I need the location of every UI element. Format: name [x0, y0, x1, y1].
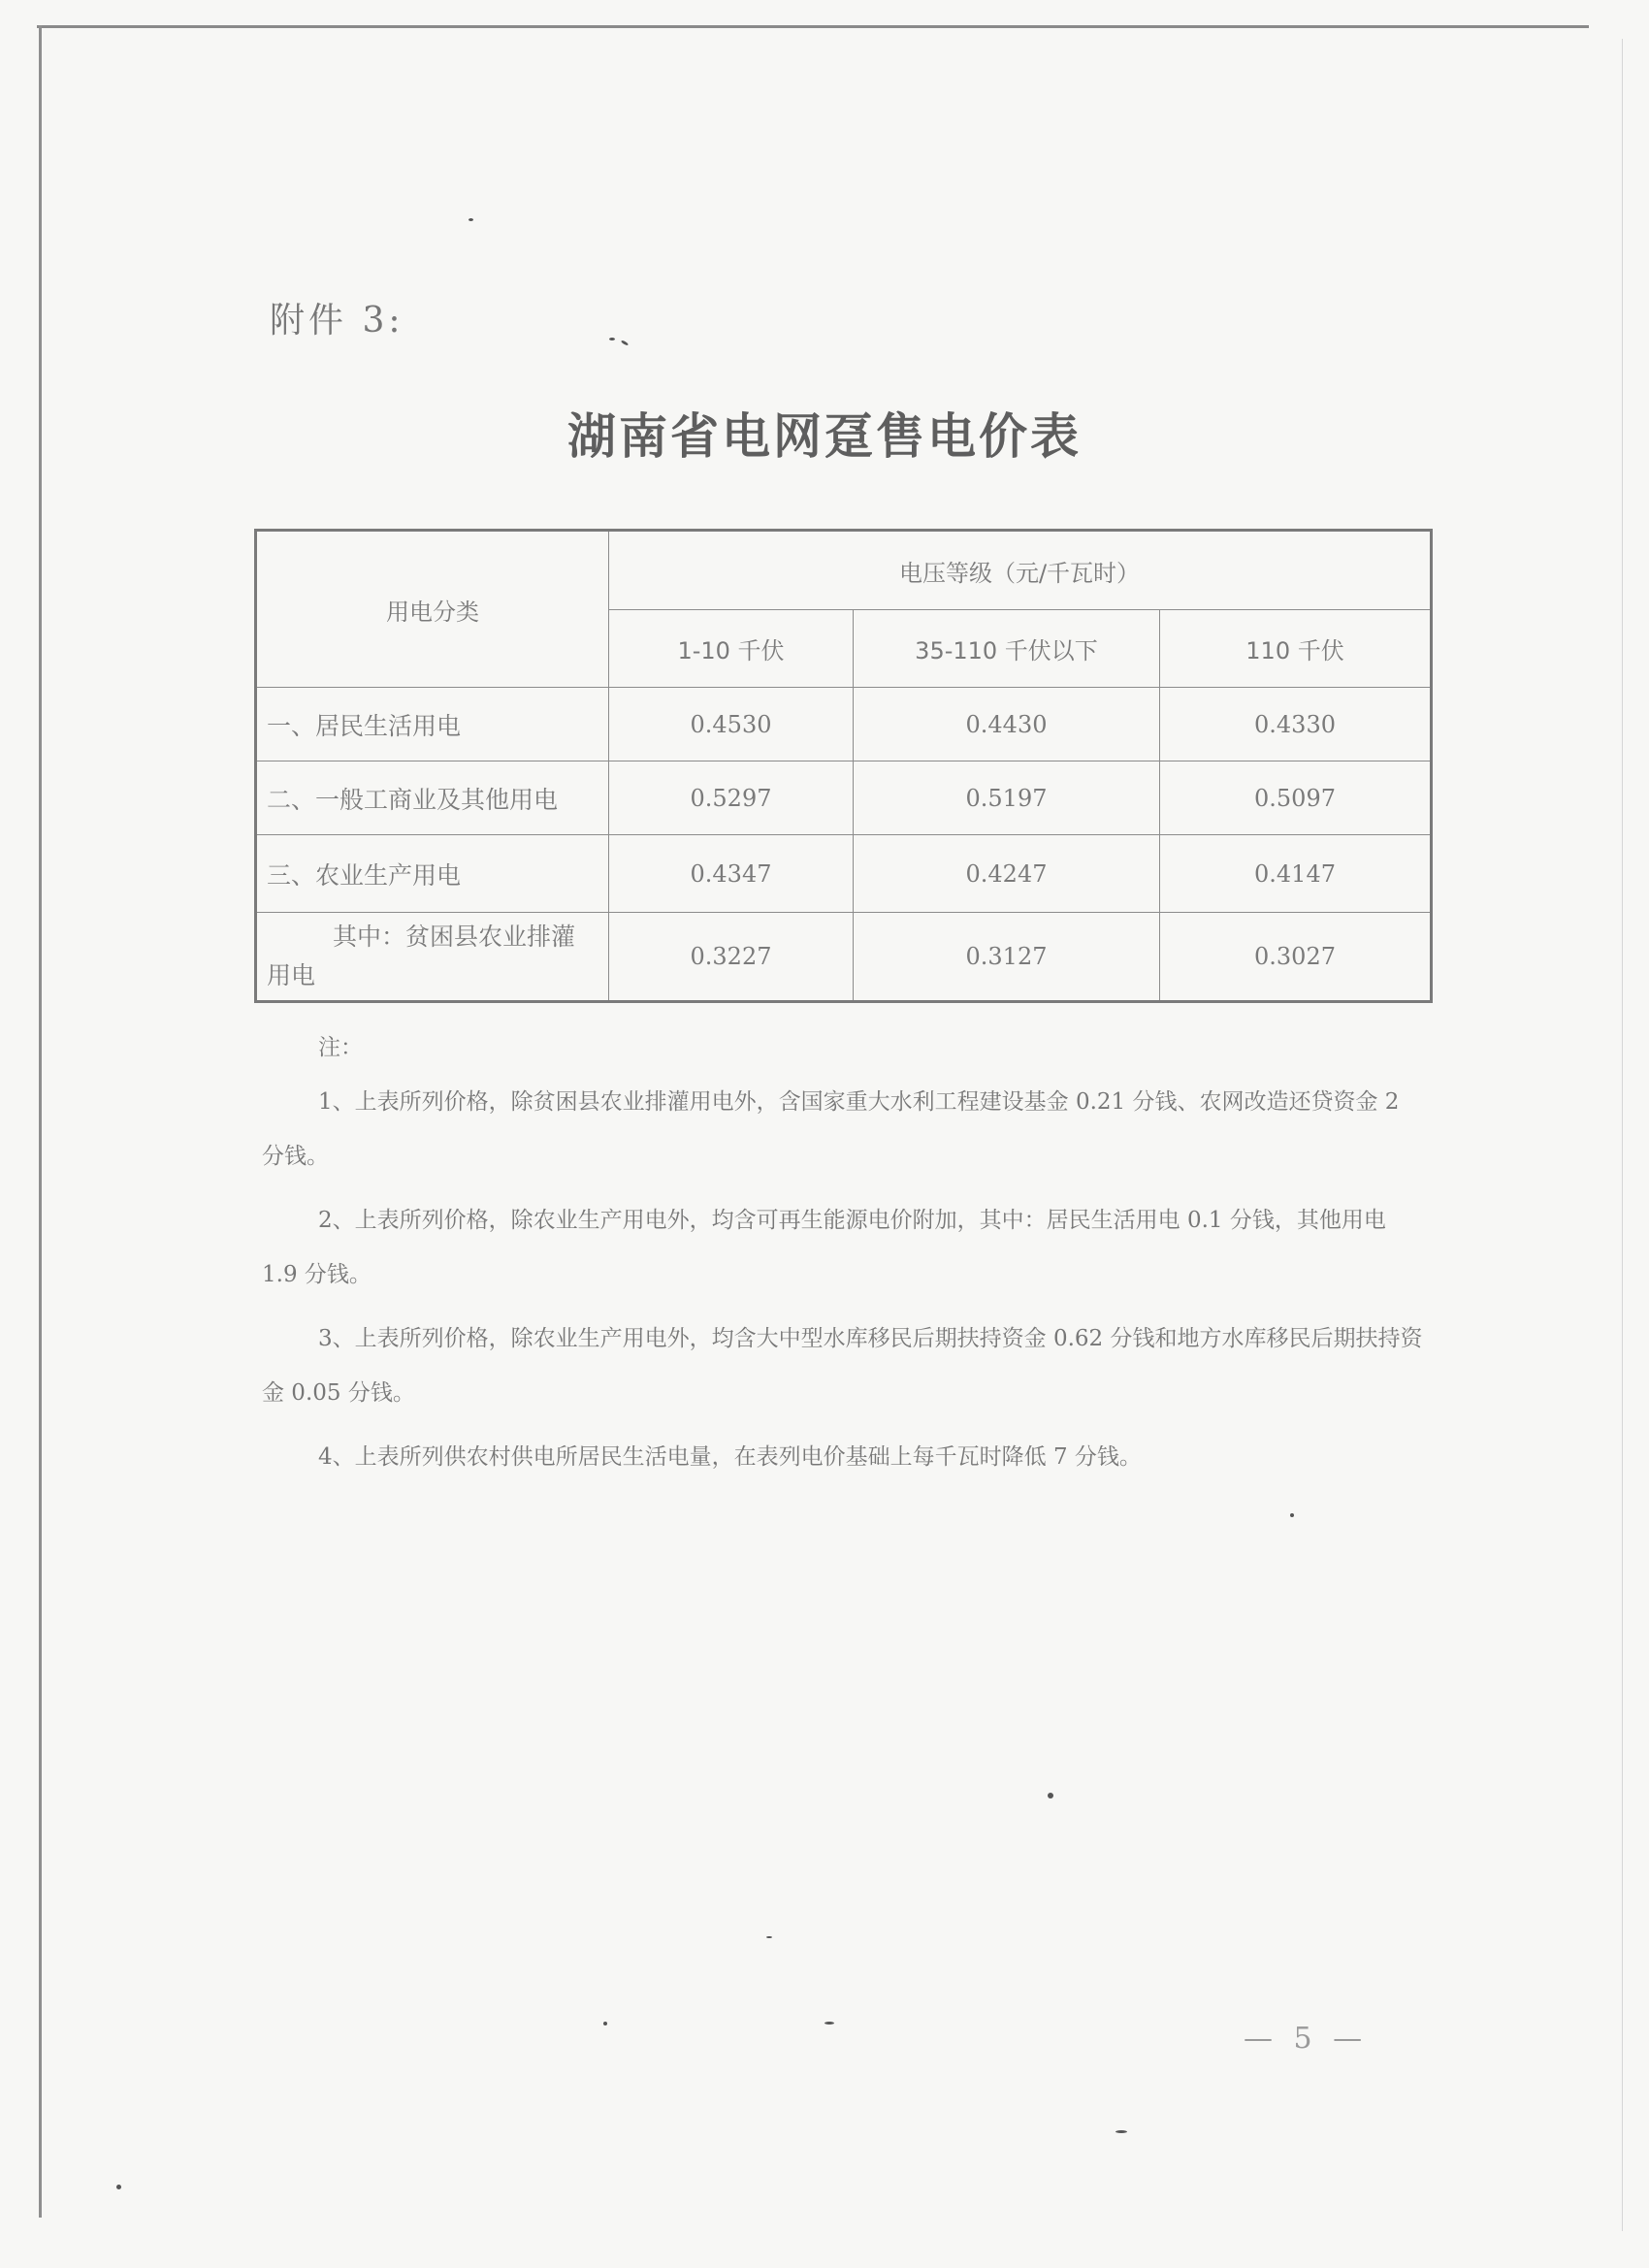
scan-speck [824, 2022, 834, 2025]
note-item: 2、上表所列价格，除农业生产用电外，均含可再生能源电价附加，其中：居民生活用电 0.1 分钱，其他用电 1.9 分钱。 [262, 1208, 1386, 1287]
scan-border-top [37, 25, 1589, 28]
document-title: 湖南省电网趸售电价表 [567, 408, 1082, 465]
voltage-header: 电压等级（元/千瓦时） [609, 531, 1432, 610]
attachment-label: 附件 3: [270, 301, 404, 340]
scan-speck [609, 338, 615, 340]
scan-speck [1048, 1793, 1053, 1798]
price-cell: 0.3127 [854, 913, 1160, 1002]
scan-speck [766, 1936, 772, 1938]
price-cell: 0.4347 [609, 835, 854, 913]
scan-speck [621, 340, 629, 346]
price-cell: 0.4430 [854, 688, 1160, 761]
table-row [256, 761, 1432, 835]
table-row [256, 688, 1432, 761]
note-item: 4、上表所列供农村供电所居民生活电量，在表列电价基础上每千瓦时降低 7 分钱。 [318, 1444, 1142, 1470]
row-category: 其中：贫困县农业排灌用电 [256, 913, 609, 1002]
notes-heading: 注： [318, 1035, 363, 1060]
table-row [256, 913, 1432, 1002]
scan-speck [1290, 1513, 1294, 1517]
notes-section [262, 1021, 1426, 1494]
row-category: 二、一般工商业及其他用电 [256, 761, 609, 835]
price-cell: 0.4247 [854, 835, 1160, 913]
price-cell: 0.4330 [1160, 688, 1432, 761]
page-number: — 5 — [1244, 2022, 1369, 2056]
voltage-column-header: 110 千伏 [1160, 610, 1432, 688]
scan-speck [469, 218, 473, 221]
price-cell: 0.4530 [609, 688, 854, 761]
price-cell: 0.5197 [854, 761, 1160, 835]
price-cell: 0.5097 [1160, 761, 1432, 835]
scan-speck [603, 2022, 607, 2025]
scan-border-right [1622, 39, 1623, 2231]
price-cell: 0.3227 [609, 913, 854, 1002]
note-item: 1、上表所列价格，除贫困县农业排灌用电外，含国家重大水利工程建设基金 0.21 分钱、农网改造还贷资金 2 分钱。 [262, 1089, 1400, 1169]
scan-border-left [39, 25, 42, 2218]
scan-speck [116, 2185, 121, 2189]
row-category: 三、农业生产用电 [256, 835, 609, 913]
price-cell: 0.5297 [609, 761, 854, 835]
scan-speck [1116, 2130, 1127, 2133]
note-item: 3、上表所列价格，除农业生产用电外，均含大中型水库移民后期扶持资金 0.62 分钱和地方水库移民后期扶持资金 0.05 分钱。 [262, 1326, 1423, 1406]
price-cell: 0.4147 [1160, 835, 1432, 913]
voltage-column-header: 35-110 千伏以下 [854, 610, 1160, 688]
category-header: 用电分类 [256, 531, 609, 688]
table-row [256, 835, 1432, 913]
price-cell: 0.3027 [1160, 913, 1432, 1002]
voltage-column-header: 1-10 千伏 [609, 610, 854, 688]
row-category: 一、居民生活用电 [256, 688, 609, 761]
price-table [254, 529, 1433, 1003]
